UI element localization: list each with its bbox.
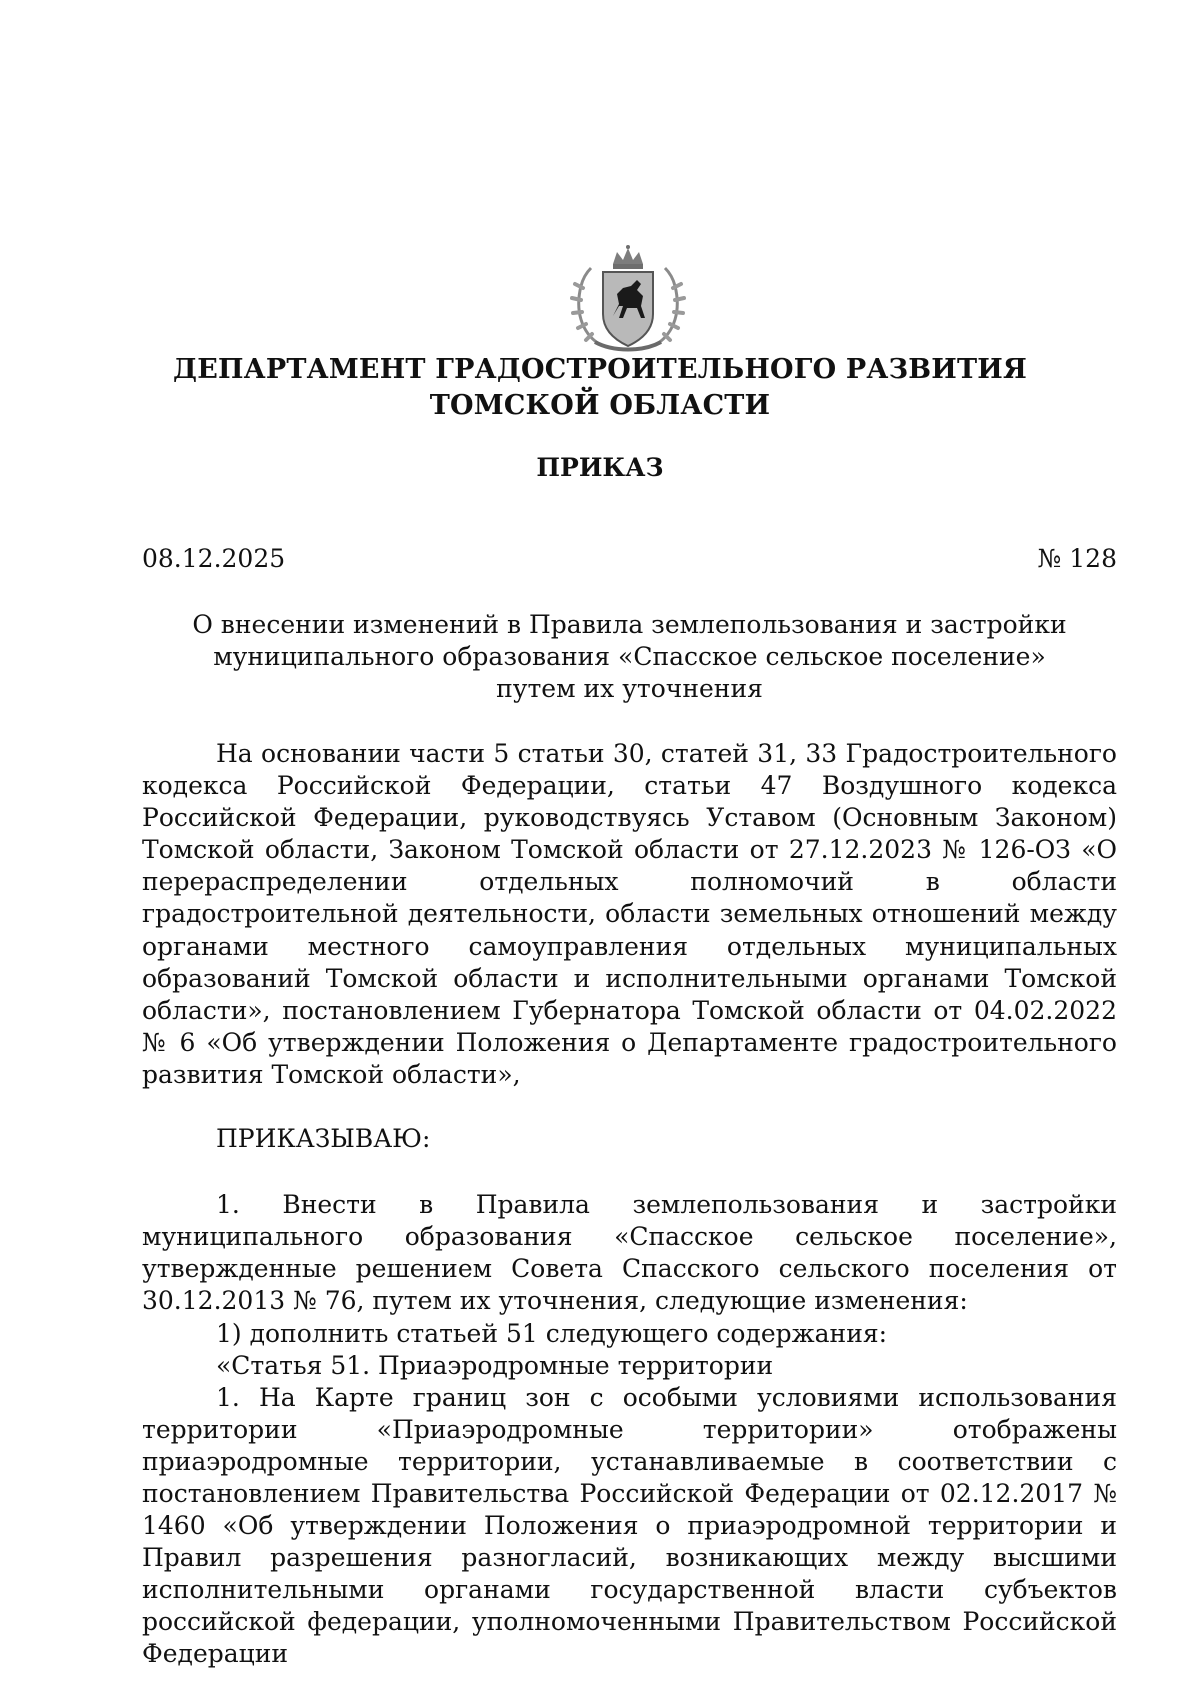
- order-directive: ПРИКАЗЫВАЮ:: [216, 1124, 431, 1154]
- article-51-paragraph-1: 1. На Карте границ зон с особыми условиями использования территории «Приаэродромные территории» отображены приаэродромные территории, устанавливаемые в соответствии с постановлением Правительства Российской Федерации от 02.12.2017 № 1460 «Об утверждении Положения о приаэродромной территории и Правил разрешения разногласий, возникающих между высшими исполнительными органами государственной власти субъектов российской федерации, уполномоченными Правительством Российской Федерации: [142, 1382, 1117, 1669]
- department-name-line1: ДЕПАРТАМЕНТ ГРАДОСТРОИТЕЛЬНОГО РАЗВИТИЯ: [172, 354, 1028, 385]
- article-51-title: «Статья 51. Приаэродромные территории: [216, 1350, 774, 1380]
- document-type: ПРИКАЗ: [536, 453, 664, 482]
- subject-line1: О внесении изменений в Правила землепользования и застройки: [192, 610, 1067, 639]
- item-1-paragraph: 1. Внести в Правила землепользования и застройки муниципального образования «Спасское сельское поселение», утвержденные решением Совета Спасского сельского поселения от 30.12.2013 № 76, путем их уточнения, следующие изменения:: [142, 1190, 1117, 1316]
- subject-line2: муниципального образования «Спасское сельское поселение»: [213, 642, 1046, 671]
- item-1-subitem-1: 1) дополнить статьей 51 следующего содержания:: [216, 1318, 888, 1348]
- department-name-line2: ТОМСКОЙ ОБЛАСТИ: [429, 390, 771, 421]
- order-number: № 128: [1037, 544, 1117, 573]
- order-subject: [142, 609, 1117, 705]
- subject-line3: путем их уточнения: [496, 674, 763, 703]
- preamble-paragraph: На основании части 5 статьи 30, статей 31, 33 Градостроительного кодекса Российской Федерации, статьи 47 Воздушного кодекса Российской Федерации, руководствуясь Уставом (Основным Законом) Томской области, Законом Томской области от 27.12.2023 № 126-ОЗ «О перераспределении отдельных полномочий в области градостроительной деятельности, области земельных отношений между органами местного самоуправления отдельных муниципальных образований Томской области и исполнительными органами Томской области», постановлением Губернатора Томской области от 04.02.2022 № 6 «Об утверждении Положения о Департаменте градостроительного развития Томской области»,: [142, 739, 1117, 1089]
- order-date: 08.12.2025: [142, 544, 286, 573]
- department-name: [0, 352, 1200, 424]
- order-body: [142, 738, 1117, 1671]
- tomsk-oblast-coat-of-arms-icon: [569, 244, 687, 356]
